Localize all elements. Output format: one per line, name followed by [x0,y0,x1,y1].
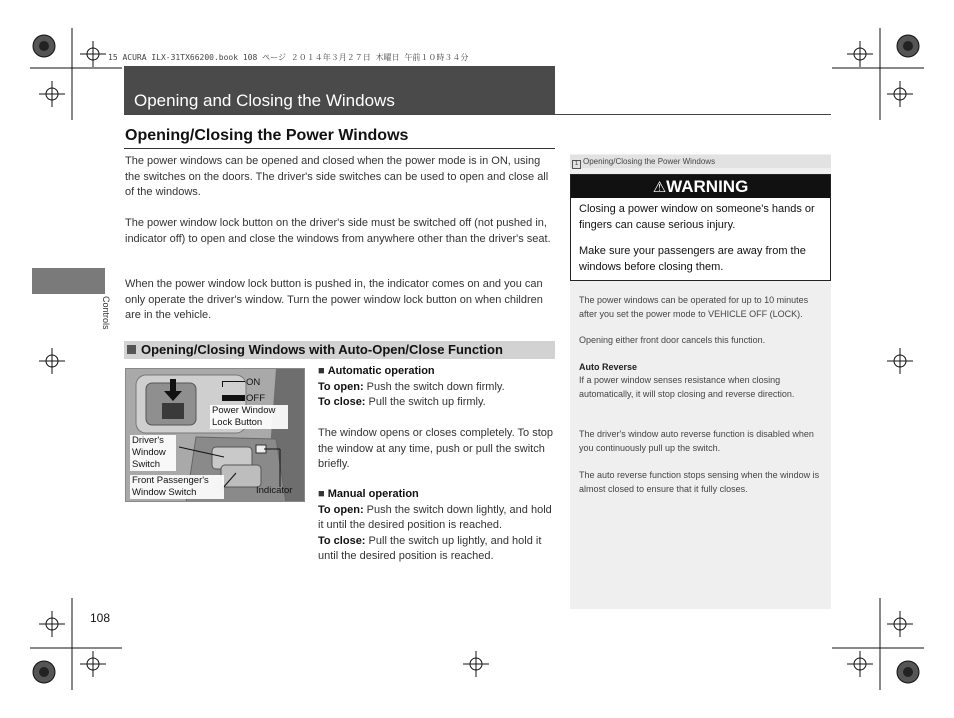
warning-header: ⚠WARNING [571,175,830,198]
auto-close-line: To close: Pull the switch up firmly. [318,396,486,408]
subheading: Opening/Closing Windows with Auto-Open/Close Function [141,342,503,357]
warning-text-2: Make sure your passengers are away from the windows before closing them. [579,245,806,273]
sidebar-note-2: Opening either front door cancels this function. [579,335,766,345]
window-switch-illustration [125,368,305,502]
page-heading: Opening/Closing the Power Windows [125,127,409,144]
sidebar-note-5: The auto reverse function stops sensing when the window is almost closed to ensure that it fully closes. [579,470,820,494]
lock-button-label: Power Window Lock Button [210,405,288,429]
driver-switch-label: Driver's Window Switch [130,435,176,471]
section-title: Opening and Closing the Windows [134,91,395,110]
manual-operation [318,487,556,565]
sidebar-note-3: If a power window senses resistance when closing automatically, it will stop closing and reverse direction. [579,375,795,399]
square-bullet-icon [127,345,136,354]
on-label: ON [246,377,261,388]
square-bullet-icon: ■ [318,488,328,500]
reference-icon: 1 [572,160,581,169]
auto-operation [318,364,556,411]
sidebar-reference: 1 Opening/Closing the Power Windows [570,155,831,168]
section-title-bar [124,66,555,115]
off-indicator-shape [222,395,245,401]
square-bullet-icon: ■ [318,365,328,377]
auto-open-line: To open: Push the switch down firmly. [318,380,505,393]
warning-box [570,174,831,281]
auto-operation-title: ■ Automatic operation [318,365,435,377]
print-header: 15 ACURA ILX-31TX66200.book 108 ページ ２０１４年３月２７日 木曜日 午前１０時３４分 [108,53,469,62]
on-indicator-shape [222,381,245,387]
subheading-bar [124,341,555,359]
chapter-tab-label: Controls [101,296,111,330]
sidebar-note-4: The driver's window auto reverse function is disabled when you continuously pull up the switch. [579,429,814,453]
passenger-switch-label: Front Passenger's Window Switch [130,475,224,499]
body-paragraph-3: When the power window lock button is pushed in, the indicator comes on and you can only operate the driver's window. Turn the power window lock button on when children are in the vehicle. [125,278,543,321]
manual-operation-title: ■ Manual operation [318,488,419,500]
indicator-label: Indicator [256,485,293,496]
section-rule [124,114,831,115]
manual-open-line: To open: Push the switch down lightly, and hold it until the desired position is reached. [318,503,552,531]
sidebar-note-1: The power windows can be operated for up to 10 minutes after you set the power mode to VEHICLE OFF (LOCK). [579,295,809,319]
manual-close-line: To close: Pull the switch up lightly, and hold it until the desired position is reached. [318,534,542,562]
heading-rule [124,148,555,149]
off-label: OFF [246,393,265,404]
body-paragraph-1: The power windows can be opened and closed when the power mode is in ON, using the switches on the doors. The driver's side switches can be used to open and close all of the windows. [125,155,549,198]
body-paragraph-2: The power window lock button on the driver's side must be switched off (not pushed in, indicator off) to open and close the windows from anywhere other than the driver's seat. [125,217,551,245]
chapter-tab [32,268,105,294]
auto-reverse-title: Auto Reverse [579,362,638,372]
warning-text-1: Closing a power window on someone's hands or fingers can cause serious injury. [579,203,815,231]
warning-triangle-icon: ⚠ [652,179,667,196]
auto-operation-note: The window opens or closes completely. To stop the window at any time, push or pull the switch briefly. [318,427,553,470]
page-number: 108 [90,611,111,625]
